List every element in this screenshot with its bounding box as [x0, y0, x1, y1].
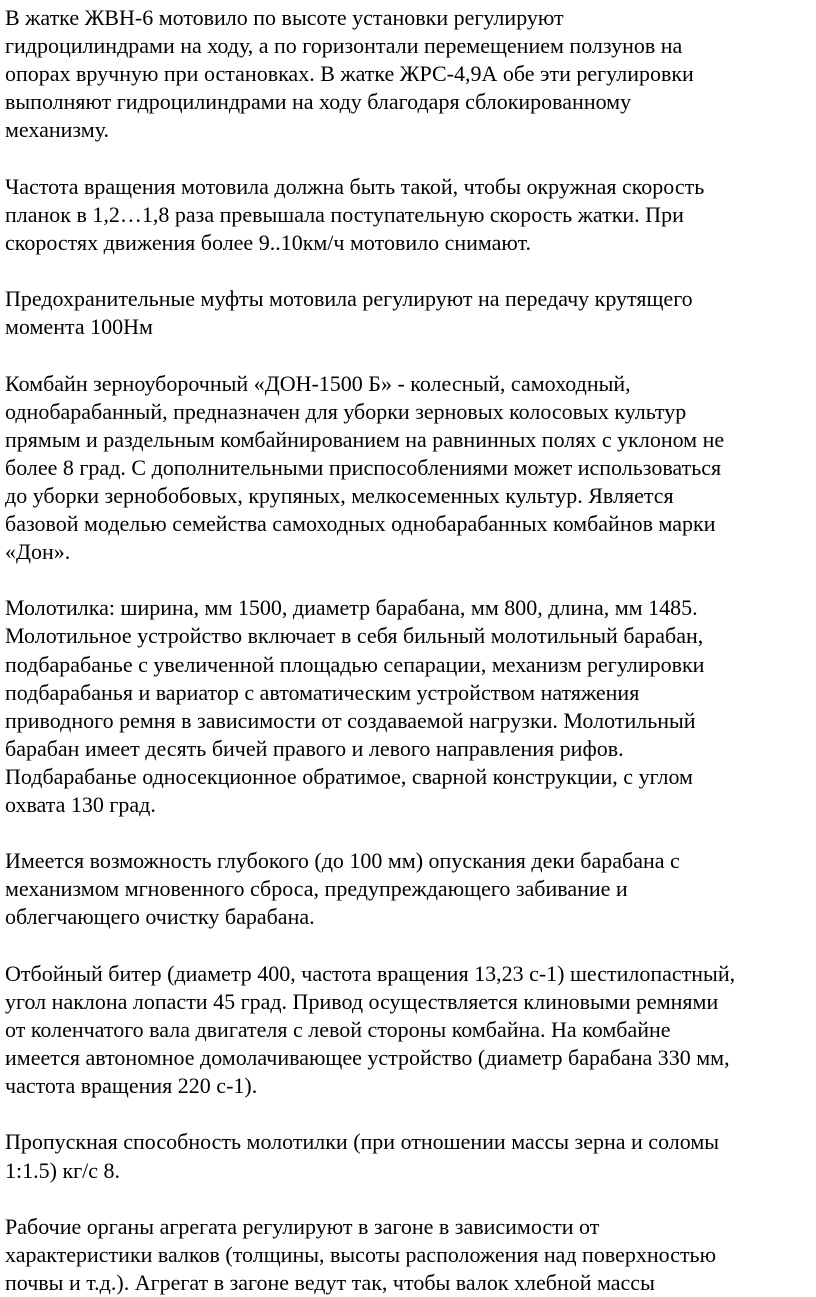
paragraph-thresher-specs: Молотилка: ширина, мм 1500, диаметр барабана, мм 800, длина, мм 1485. Молотильное устройство включает в себя бильный молотильный барабан, подбарабанье с увеличенной площадью сепарации, механизм регулировки подбарабанья и вариатор с автоматическим устройством натяжения приводного ремня в зависимости от создаваемой нагрузки. Молотильный барабан имеет десять бичей правого и левого направления рифов. Подбарабанье односекционное обратимое, сварной конструкции, с углом охвата 130 град.	[5, 595, 705, 817]
paragraph-throughput: Пропускная способность молотилки (при отношении массы зерна и соломы 1:1.5) кг/с 8.	[5, 1129, 720, 1183]
paragraph-combine-description: Комбайн зерноуборочный «ДОН-1500 Б» - колесный, самоходный, однобарабанный, предназначен для уборки зерновых колосовых культур прямым и раздельным комбайнированием на равнинных полях с уклоном не более 8 град. С дополнительными приспособлениями может использоваться до уборки зернобобовых, крупяных, мелкосеменных культур. Является базовой моделью семейства самоходных однобарабанных комбайнов марки «Дон».	[5, 370, 725, 565]
paragraph-working-organs: Рабочие органы агрегата регулируют в загоне в зависимости от характеристики валков (толщины, высоты расположения над поверхностью почвы и т.д.). Агрегат в загоне ведут так, чтобы валок хлебной массы	[5, 1213, 717, 1295]
paragraph-safety-clutch: Предохранительные муфты мотовила регулируют на передачу крутящего момента 100Нм	[5, 286, 693, 340]
paragraph-reel-adjustment: В жатке ЖВН-6 мотовило по высоте установки регулируют гидроцилиндрами на ходу, а по горизонтали перемещением ползунов на опорах вручную при остановках. В жатке ЖРС-4,9А обе эти регулировки выполняют гидроцилиндрами на ходу благодаря сблокированному механизму.	[5, 5, 694, 143]
paragraph-beater: Отбойный битер (диаметр 400, частота вращения 13,23 с-1) шестилопастный, угол наклона лопасти 45 град. Привод осуществляется клиновыми ремнями от коленчатого вала двигателя с левой стороны комбайна. На комбайне имеется автономное домолачивающее устройство (диаметр барабана 330 мм, частота вращения 220 с-1).	[5, 960, 736, 1099]
paragraph-reel-speed: Частота вращения мотовила должна быть такой, чтобы окружная скорость планок в 1,2…1,8 раза превышала поступательную скорость жатки. При скоростях движения более 9..10км/ч мотовило снимают.	[5, 173, 705, 255]
paragraph-concave-lowering: Имеется возможность глубокого (до 100 мм) опускания деки барабана с механизмом мгновенного сброса, предупреждающего забивание и облегчающего очистку барабана.	[5, 848, 680, 930]
